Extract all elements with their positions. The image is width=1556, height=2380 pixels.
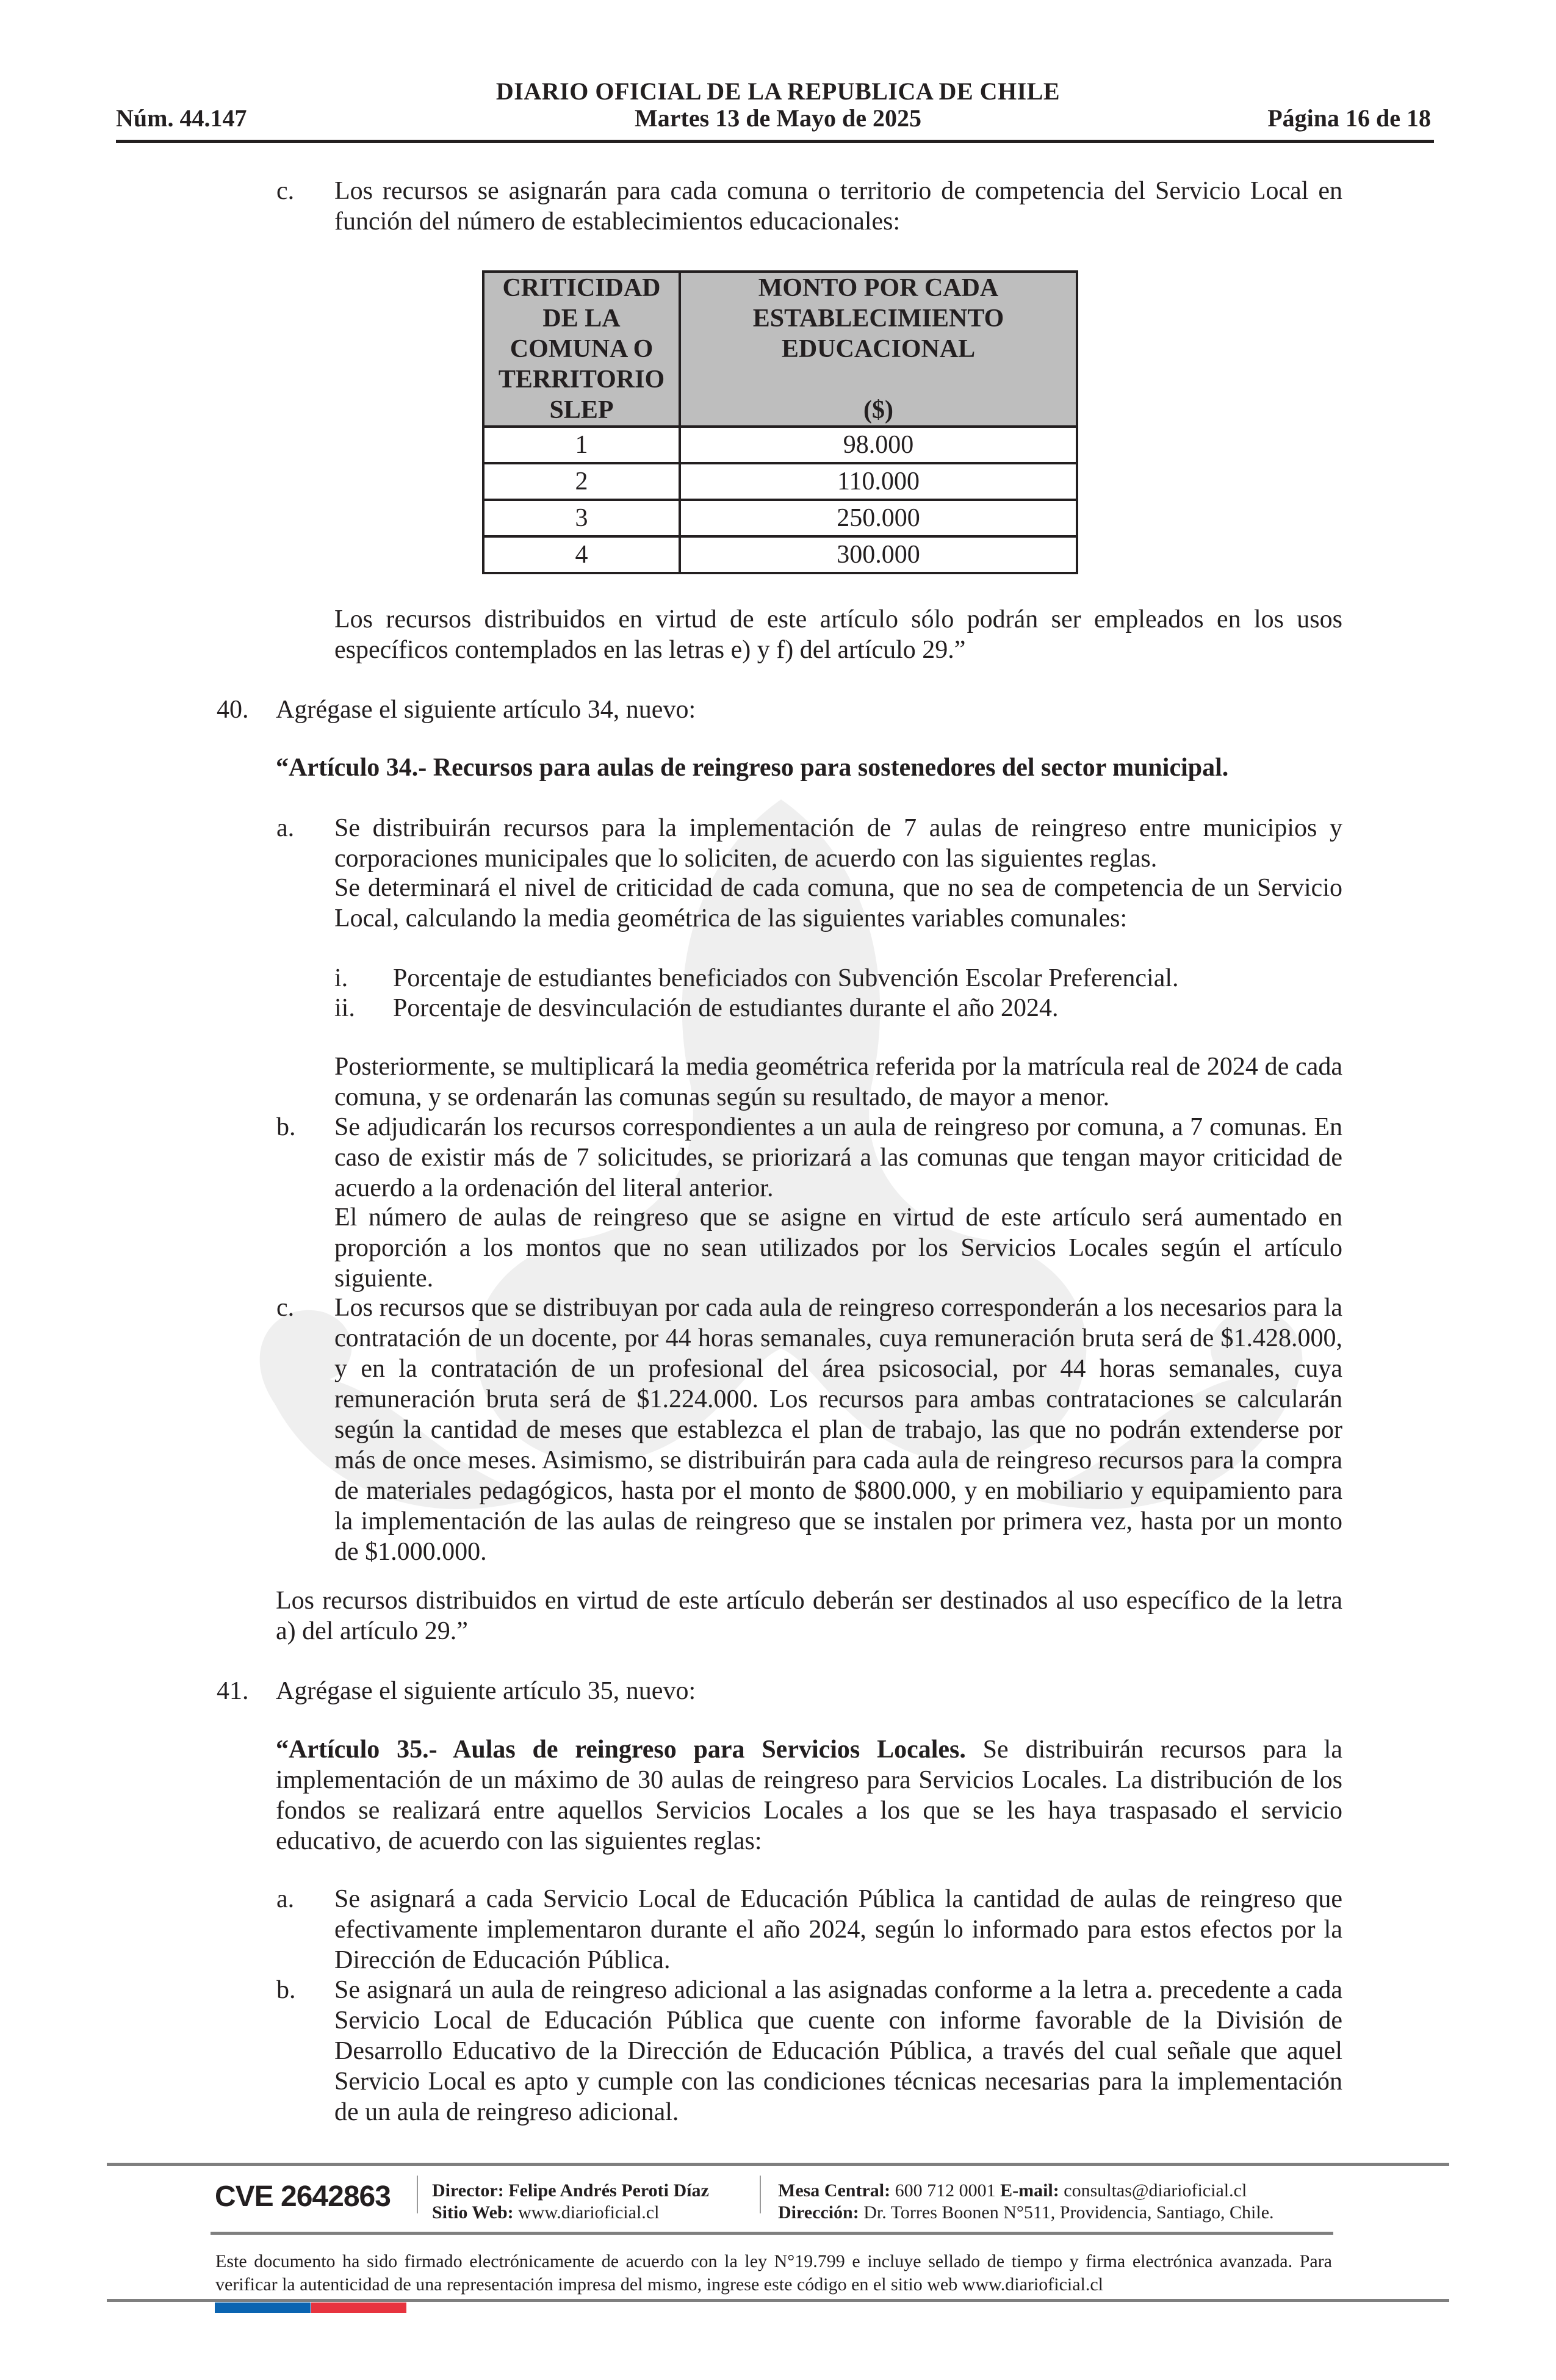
electronic-signature-notice: Este documento ha sido firmado electrónicamente de acuerdo con la ley N°19.799 e incluye sellado de tiempo y firma electrónica avanzada. Para verificar la autenticidad de una representación impresa del mismo, ingrese este código en el sitio web www.diarioficial.cl: [215, 2251, 1332, 2295]
article-35-title: “Artículo 35.- Aulas de reingreso para Servicios Locales.: [276, 1736, 966, 1764]
footer-separator: [417, 2176, 418, 2213]
website-line: [432, 2202, 709, 2224]
page-indicator: Página 16 de 18: [1267, 104, 1431, 132]
header-line: TERRITORIO: [498, 366, 665, 394]
cell-criticidad: 2: [483, 463, 680, 500]
director-label: Director:: [432, 2180, 504, 2201]
list-label-a: a.: [276, 814, 295, 842]
issue-number: Núm. 44.147: [116, 104, 247, 132]
publication-date: Martes 13 de Mayo de 2025: [635, 104, 921, 132]
art34-c-text: Los recursos que se distribuyan por cada aula de reingreso corresponderán a los necesarios para la contratación de un docente, por 44 horas semanales, cuya remuneración bruta será de $1.428.000, y en la contratación de un profesional del área psicosocial, por 44 horas semanales, cuya remuneración bruta será de $1.224.000. Los recursos para ambas contrataciones se calcularán según la cantidad de meses que establezca el plan de trabajo, las que no podrán extenderse por más de once meses. Asimismo, se distribuirán para cada aula de reingreso recursos para la compra de materiales pedagógicos, hasta por el monto de $800.000, y en mobiliario y equipamiento para la implementación de las aulas de reingreso que se instalen por primera vez, hasta por un monto de $1.000.000.: [334, 1294, 1342, 1566]
header-line: SLEP: [549, 396, 614, 424]
art34-b-p2: El número de aulas de reingreso que se asigne en virtud de este artículo será aumentado en proporción a los montos que no sean utilizados por los Servicios Locales según el artículo siguiente.: [334, 1203, 1342, 1293]
mesa-phone: 600 712 0001: [890, 2180, 1001, 2201]
header-line: MONTO POR CADA: [758, 274, 999, 302]
email-link[interactable]: consultas@diarioficial.cl: [1059, 2180, 1247, 2201]
item-number-40: 40.: [217, 696, 249, 724]
cell-monto: 110.000: [680, 463, 1077, 500]
table-row: [483, 500, 1077, 536]
art34-closing: Los recursos distribuidos en virtud de este artículo deberán ser destinados al uso específico de la letra a) del artículo 29.”: [276, 1587, 1342, 1645]
item-41-text: Agrégase el siguiente artículo 35, nuevo:: [276, 1677, 696, 1705]
mesa-label: Mesa Central:: [778, 2180, 891, 2201]
address-value: Dr. Torres Boonen N°511, Providencia, Santiago, Chile.: [859, 2202, 1274, 2223]
art34-a-p1: Se distribuirán recursos para la implementación de 7 aulas de reingreso entre municipios y corporaciones municipales que lo soliciten, de acuerdo con las siguientes reglas.: [334, 814, 1342, 873]
item-number-41: 41.: [217, 1677, 249, 1705]
article-34-title: “Artículo 34.- Recursos para aulas de reingreso para sostenedores del sector municipal.: [276, 754, 1229, 782]
table-row: [483, 463, 1077, 500]
section-c-intro-text: Los recursos se asignarán para cada comuna o territorio de competencia del Servicio Local en función del número de establecimientos educacionales:: [334, 177, 1342, 236]
header-line: EDUCACIONAL: [781, 335, 976, 363]
flag-stripe-red: [311, 2302, 406, 2313]
website-link[interactable]: www.diarioficial.cl: [513, 2202, 660, 2223]
contact-line: [778, 2180, 1274, 2202]
footer-separator: [760, 2176, 761, 2213]
after-table-paragraph: Los recursos distribuidos en virtud de este artículo sólo podrán ser empleados en los usos específicos contemplados en las letras e) y f) del artículo 29.”: [334, 605, 1342, 664]
list-label-a: a.: [276, 1885, 295, 1913]
footer-director-block: [432, 2180, 709, 2224]
art35-b-text: Se asignará un aula de reingreso adicional a las asignadas conforme a la letra a. precedente a cada Servicio Local de Educación Pública que cuente con informe favorable de la División de Desarrollo Educativo de la Dirección de Educación Pública, a través del cual señale que aquel Servicio Local es apto y cumple con las condiciones técnicas necesarias para la implementación de un aula de reingreso adicional.: [334, 1976, 1342, 2126]
footer-contact-block: [778, 2180, 1274, 2224]
email-label: E-mail:: [1000, 2180, 1059, 2201]
sub-item-ii-text: Porcentaje de desvinculación de estudiantes durante el año 2024.: [393, 994, 1059, 1022]
director-name: Felipe Andrés Peroti Díaz: [503, 2180, 709, 2201]
art34-b-p1: Se adjudicarán los recursos correspondientes a un aula de reingreso por comuna, a 7 comunas. En caso de existir más de 7 solicitudes, se priorizará a las comunas que tengan mayor criticidad de acuerdo a la ordenación del literal anterior.: [334, 1113, 1342, 1202]
header-rule: [116, 140, 1434, 143]
table-header-row: [483, 272, 1077, 427]
header-line: [681, 364, 1076, 395]
art34-a-p3: Posteriormente, se multiplicará la media geométrica referida por la matrícula real de 2024 de cada comuna, y se ordenarán las comunas según su resultado, de mayor a menor.: [334, 1053, 1342, 1111]
sub-item-i-text: Porcentaje de estudiantes beneficiados con Subvención Escolar Preferencial.: [393, 964, 1179, 992]
footer-rule-middle: [211, 2232, 1333, 2235]
item-40-text: Agrégase el siguiente artículo 34, nuevo:: [276, 696, 696, 724]
sub-label-i: i.: [334, 964, 348, 992]
header-line: DE LA: [542, 305, 621, 333]
header-line: ESTABLECIMIENTO: [752, 305, 1004, 333]
cell-monto: 98.000: [680, 427, 1077, 463]
cve-code: CVE 2642863: [215, 2180, 391, 2213]
website-label: Sitio Web:: [432, 2202, 514, 2223]
header-line: COMUNA O: [510, 335, 654, 363]
director-line: [432, 2180, 709, 2202]
table-row: [483, 536, 1077, 573]
cell-criticidad: 3: [483, 500, 680, 536]
cell-monto: 250.000: [680, 500, 1077, 536]
header-line: CRITICIDAD: [502, 274, 661, 302]
address-line: [778, 2202, 1274, 2224]
article-35-paragraph: [276, 1734, 1342, 1856]
cell-criticidad: 1: [483, 427, 680, 463]
cell-monto: 300.000: [680, 536, 1077, 573]
flag-stripe-blue: [215, 2302, 311, 2313]
criticidad-monto-table: [482, 270, 1078, 574]
header-criticidad: [483, 272, 680, 427]
sub-label-ii: ii.: [334, 994, 355, 1022]
list-label-c: c.: [276, 1294, 295, 1322]
address-label: Dirección:: [778, 2202, 859, 2223]
article-35-body: Se distribuirán recursos para la implementación de un máximo de 30 aulas de reingreso para Servicios Locales. La distribución de los fondos se realizará entre aquellos Servicios Locales a los que se les haya traspasado el servicio educativo, de acuerdo con las siguientes reglas:: [276, 1736, 1342, 1855]
list-label-b: b.: [276, 1976, 296, 2004]
cell-criticidad: 4: [483, 536, 680, 573]
footer-rule-bottom: [107, 2299, 1449, 2302]
art35-a-text: Se asignará a cada Servicio Local de Educación Pública la cantidad de aulas de reingreso que efectivamente implementaron durante el año 2024, según lo informado para estos efectos por la Dirección de Educación Pública.: [334, 1885, 1342, 1974]
table-row: [483, 427, 1077, 463]
list-label-b: b.: [276, 1113, 296, 1141]
art34-a-p2: Se determinará el nivel de criticidad de cada comuna, que no sea de competencia de un Servicio Local, calculando la media geométrica de las siguientes variables comunales:: [334, 874, 1342, 932]
header-line: ($): [863, 396, 893, 424]
header-monto: [680, 272, 1077, 427]
list-label-c: c.: [276, 177, 295, 205]
publication-title: DIARIO OFICIAL DE LA REPUBLICA DE CHILE: [495, 78, 1061, 105]
footer-rule-top: [107, 2163, 1449, 2166]
